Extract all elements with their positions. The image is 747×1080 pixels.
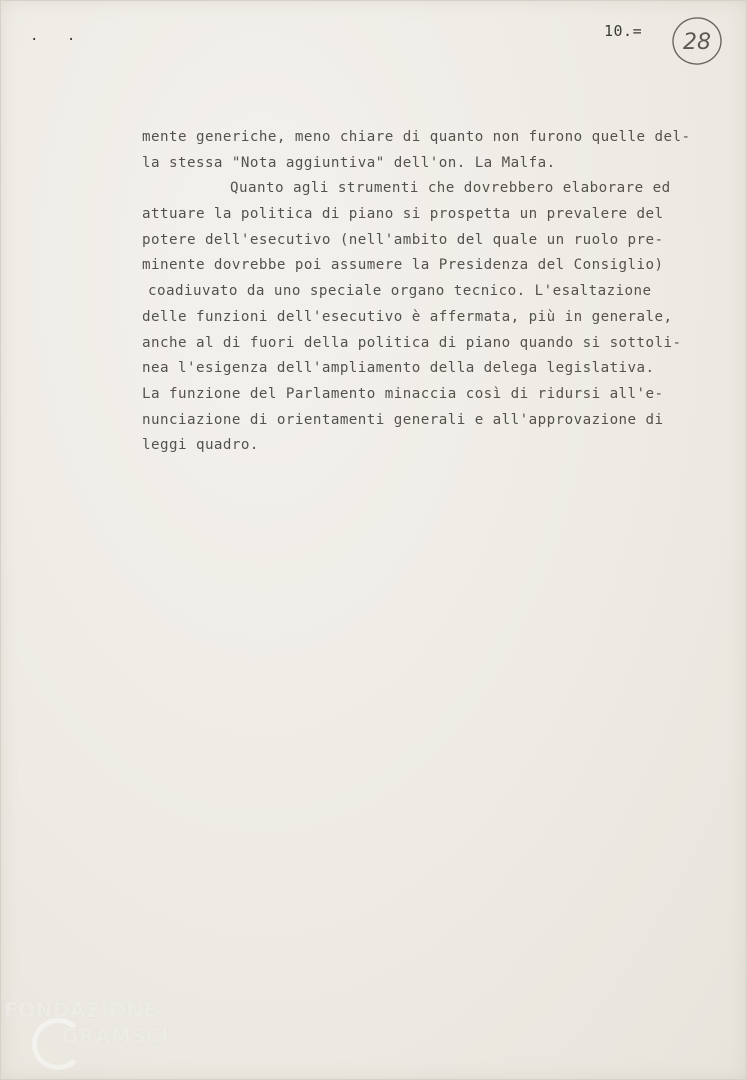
- folio-number: 28: [683, 30, 711, 55]
- body-line: mente generiche, meno chiare di quanto non furono quelle del-: [142, 129, 691, 145]
- body-line: La funzione del Parlamento minaccia così di ridursi all'e-: [142, 385, 664, 402]
- body-line: la stessa "Nota aggiuntiva" dell'on. La Malfa.: [142, 154, 556, 171]
- folio-circle-icon: [670, 14, 724, 68]
- body-line: Quanto agli strumenti che dovrebbero elaborare ed: [230, 180, 671, 197]
- fondazione-gramsci-watermark: [2, 996, 202, 1076]
- body-line: anche al di fuori della politica di piano quando si sottoli-: [142, 334, 682, 351]
- body-line: leggi quadro.: [142, 437, 259, 454]
- watermark-line2: GRAMSCI: [62, 1024, 170, 1048]
- body-line: coadiuvato da uno speciale organo tecnico. L'esaltazione: [148, 283, 652, 300]
- corner-marks: . .: [30, 28, 86, 44]
- body-line: nea l'esigenza dell'ampliamento della delega legislativa.: [142, 360, 655, 377]
- page-number: 10.=: [604, 22, 643, 40]
- typewritten-body: [142, 125, 691, 459]
- folio-number-stamp: [670, 14, 724, 68]
- body-line: attuare la politica di piano si prospetta un prevalere del: [142, 206, 664, 223]
- body-line: nunciazione di orientamenti generali e all'approvazione di: [142, 411, 664, 428]
- body-line: potere dell'esecutivo (nell'ambito del quale un ruolo pre-: [142, 231, 664, 248]
- body-line: minente dovrebbe poi assumere la Presidenza del Consiglio): [142, 257, 664, 274]
- body-line: delle funzioni dell'esecutivo è affermata, più in generale,: [142, 308, 673, 325]
- watermark-line1: FONDAZIONE: [4, 998, 158, 1022]
